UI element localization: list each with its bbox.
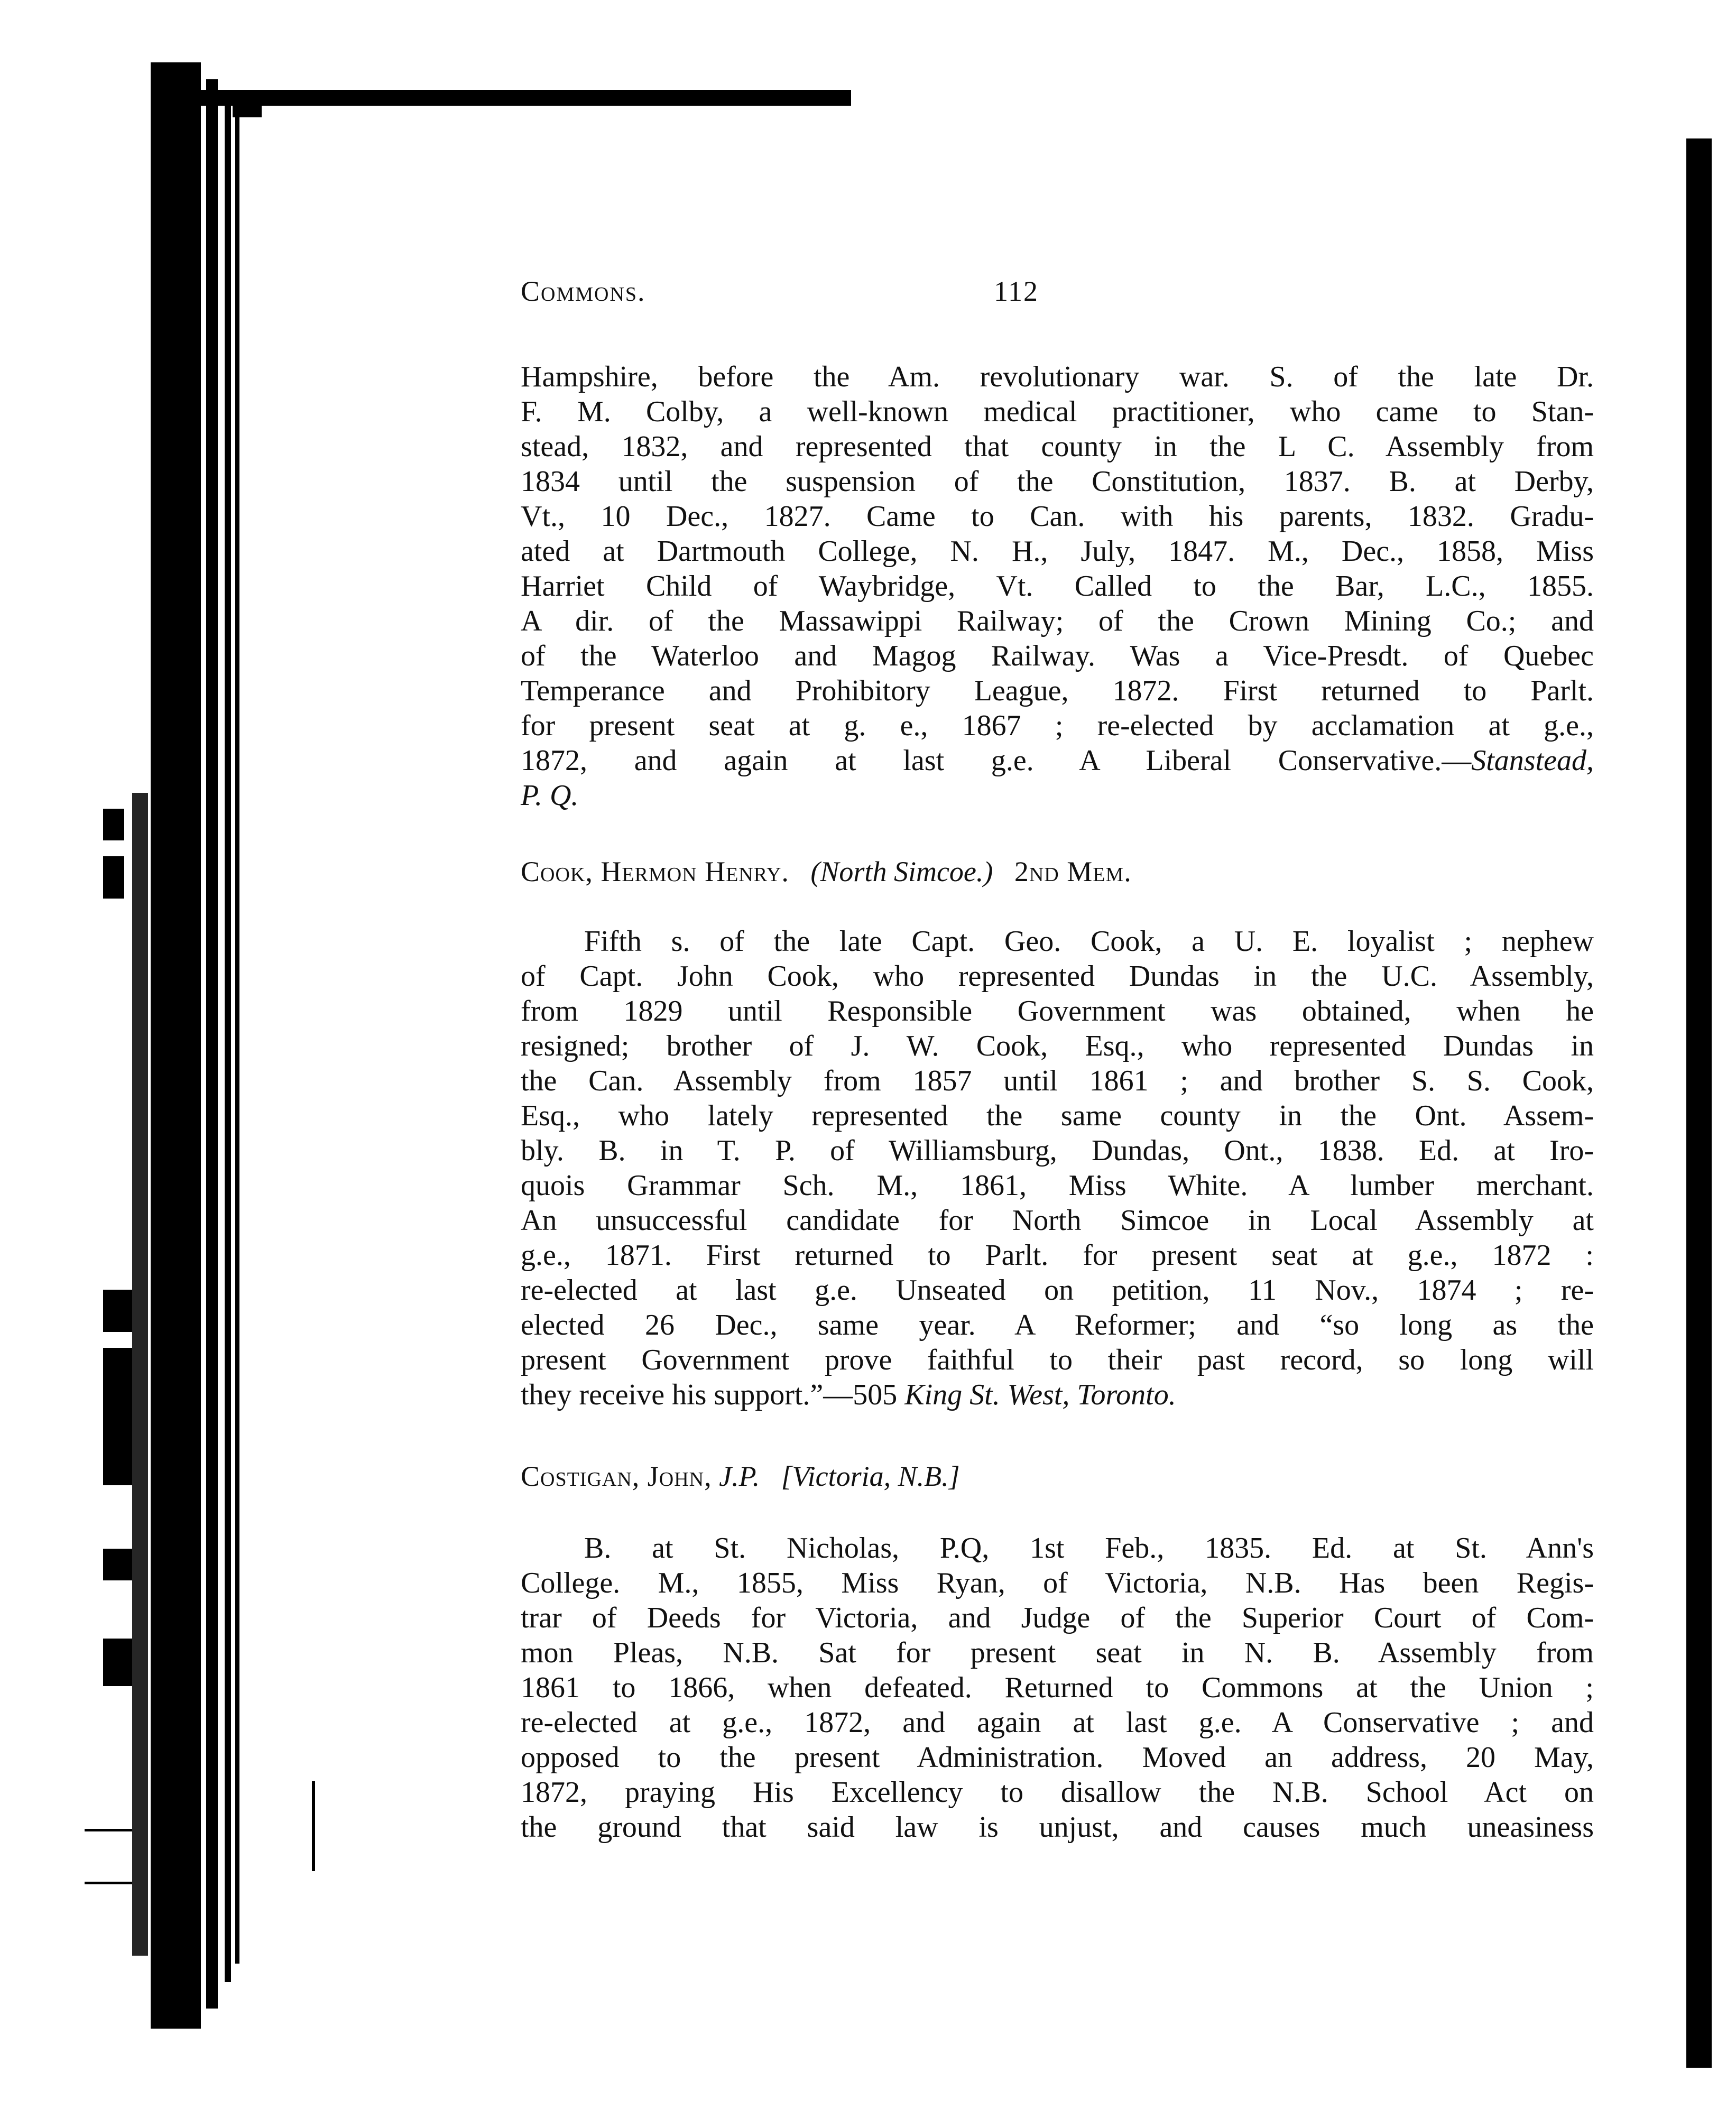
text-line: re-elected at g.e., 1872, and again at last g.e. A Conservative ; and — [521, 1706, 1594, 1739]
text-line: A dir. of the Massawippi Railway; of the Crown Mining Co.; and — [521, 605, 1594, 637]
text-line: re-elected at last g.e. Unseated on petition, 11 Nov., 1874 ; re- — [521, 1274, 1594, 1307]
address: Stanstead, — [1471, 744, 1594, 777]
text-line: 1872, praying His Excellency to disallow the N.B. School Act on — [521, 1776, 1594, 1809]
page-number: 112 — [994, 275, 1039, 307]
text-line: ated at Dartmouth College, N. H., July, 1847. M., Dec., 1858, Miss — [521, 535, 1594, 568]
text-line: Vt., 10 Dec., 1827. Came to Can. with his parents, 1832. Gradu- — [521, 500, 1594, 533]
entry-heading-cook — [521, 854, 1594, 889]
text-line: F. M. Colby, a well-known medical practitioner, who came to Stan- — [521, 395, 1594, 428]
text-line: Esq., who lately represented the same county in the Ont. Assem- — [521, 1099, 1594, 1132]
address: King St. West, Toronto. — [904, 1378, 1176, 1411]
text-line: from 1829 until Responsible Government was obtained, when he — [521, 995, 1594, 1028]
member-riding: [Victoria, N.B.] — [781, 1460, 960, 1492]
member-name: Cook, Hermon Henry. — [521, 856, 789, 887]
text-line: present Government prove faithful to their past record, so long will — [521, 1344, 1594, 1376]
text-line: An unsuccessful candidate for North Simcoe in Local Assembly at — [521, 1204, 1594, 1237]
entry-cook — [521, 924, 1594, 1412]
text-line: Hampshire, before the Am. revolutionary war. S. of the late Dr. — [521, 360, 1594, 393]
text-line: 1834 until the suspension of the Constitution, 1837. B. at Derby, — [521, 465, 1594, 498]
text-line: elected 26 Dec., same year. A Reformer; and “so long as the — [521, 1309, 1594, 1341]
text-line: bly. B. in T. P. of Williamsburg, Dundas, Ont., 1838. Ed. at Iro- — [521, 1134, 1594, 1167]
member-riding: (North Simcoe.) — [810, 856, 993, 887]
running-header — [521, 275, 1594, 317]
text-line: of Capt. John Cook, who represented Dundas in the U.C. Assembly, — [521, 960, 1594, 993]
text-line: stead, 1832, and represented that county in the L C. Assembly from — [521, 430, 1594, 463]
text-line — [521, 743, 1594, 778]
text-line-start: 1872, and again at last g.e. A Liberal Conservative.— — [521, 744, 1472, 777]
member-note: 2nd Mem. — [1014, 856, 1132, 887]
text-line: mon Pleas, N.B. Sat for present seat in N. B. Assembly from — [521, 1636, 1594, 1669]
entry-colby — [521, 359, 1594, 813]
text-line: of the Waterloo and Magog Railway. Was a Vice-Presdt. of Quebec — [521, 640, 1594, 672]
text-line: trar of Deeds for Victoria, and Judge of the Superior Court of Com- — [521, 1602, 1594, 1634]
text-line — [521, 1377, 1594, 1412]
text-line: the Can. Assembly from 1857 until 1861 ; and brother S. S. Cook, — [521, 1065, 1594, 1097]
text-line: g.e., 1871. First returned to Parlt. for present seat at g.e., 1872 : — [521, 1239, 1594, 1272]
page-content — [521, 275, 1594, 1845]
text-line: quois Grammar Sch. M., 1861, Miss White. A lumber merchant. — [521, 1169, 1594, 1202]
member-name: Costigan, John, — [521, 1460, 712, 1492]
running-title: Commons. — [521, 275, 646, 307]
address-cont: P. Q. — [521, 779, 579, 812]
text-line: Temperance and Prohibitory League, 1872. First returned to Parlt. — [521, 674, 1594, 707]
text-line: Fifth s. of the late Capt. Geo. Cook, a U. E. loyalist ; nephew — [584, 925, 1594, 958]
text-line: B. at St. Nicholas, P.Q, 1st Feb., 1835. Ed. at St. Ann's — [584, 1532, 1594, 1565]
text-line: Harriet Child of Waybridge, Vt. Called to the Bar, L.C., 1855. — [521, 570, 1594, 603]
text-line: 1861 to 1866, when defeated. Returned to Commons at the Union ; — [521, 1671, 1594, 1704]
text-line: College. M., 1855, Miss Ryan, of Victoria, N.B. Has been Regis- — [521, 1567, 1594, 1599]
text-line: opposed to the present Administration. Moved an address, 20 May, — [521, 1741, 1594, 1774]
entry-heading-costigan — [521, 1459, 1594, 1494]
text-line: the ground that said law is unjust, and causes much uneasiness — [521, 1811, 1594, 1844]
text-line-start: they receive his support.”—505 — [521, 1378, 905, 1411]
entry-costigan — [521, 1531, 1594, 1845]
member-title: J.P. — [719, 1460, 760, 1492]
text-line: for present seat at g. e., 1867 ; re-elected by acclamation at g.e., — [521, 709, 1594, 742]
text-line: resigned; brother of J. W. Cook, Esq., who represented Dundas in — [521, 1030, 1594, 1062]
